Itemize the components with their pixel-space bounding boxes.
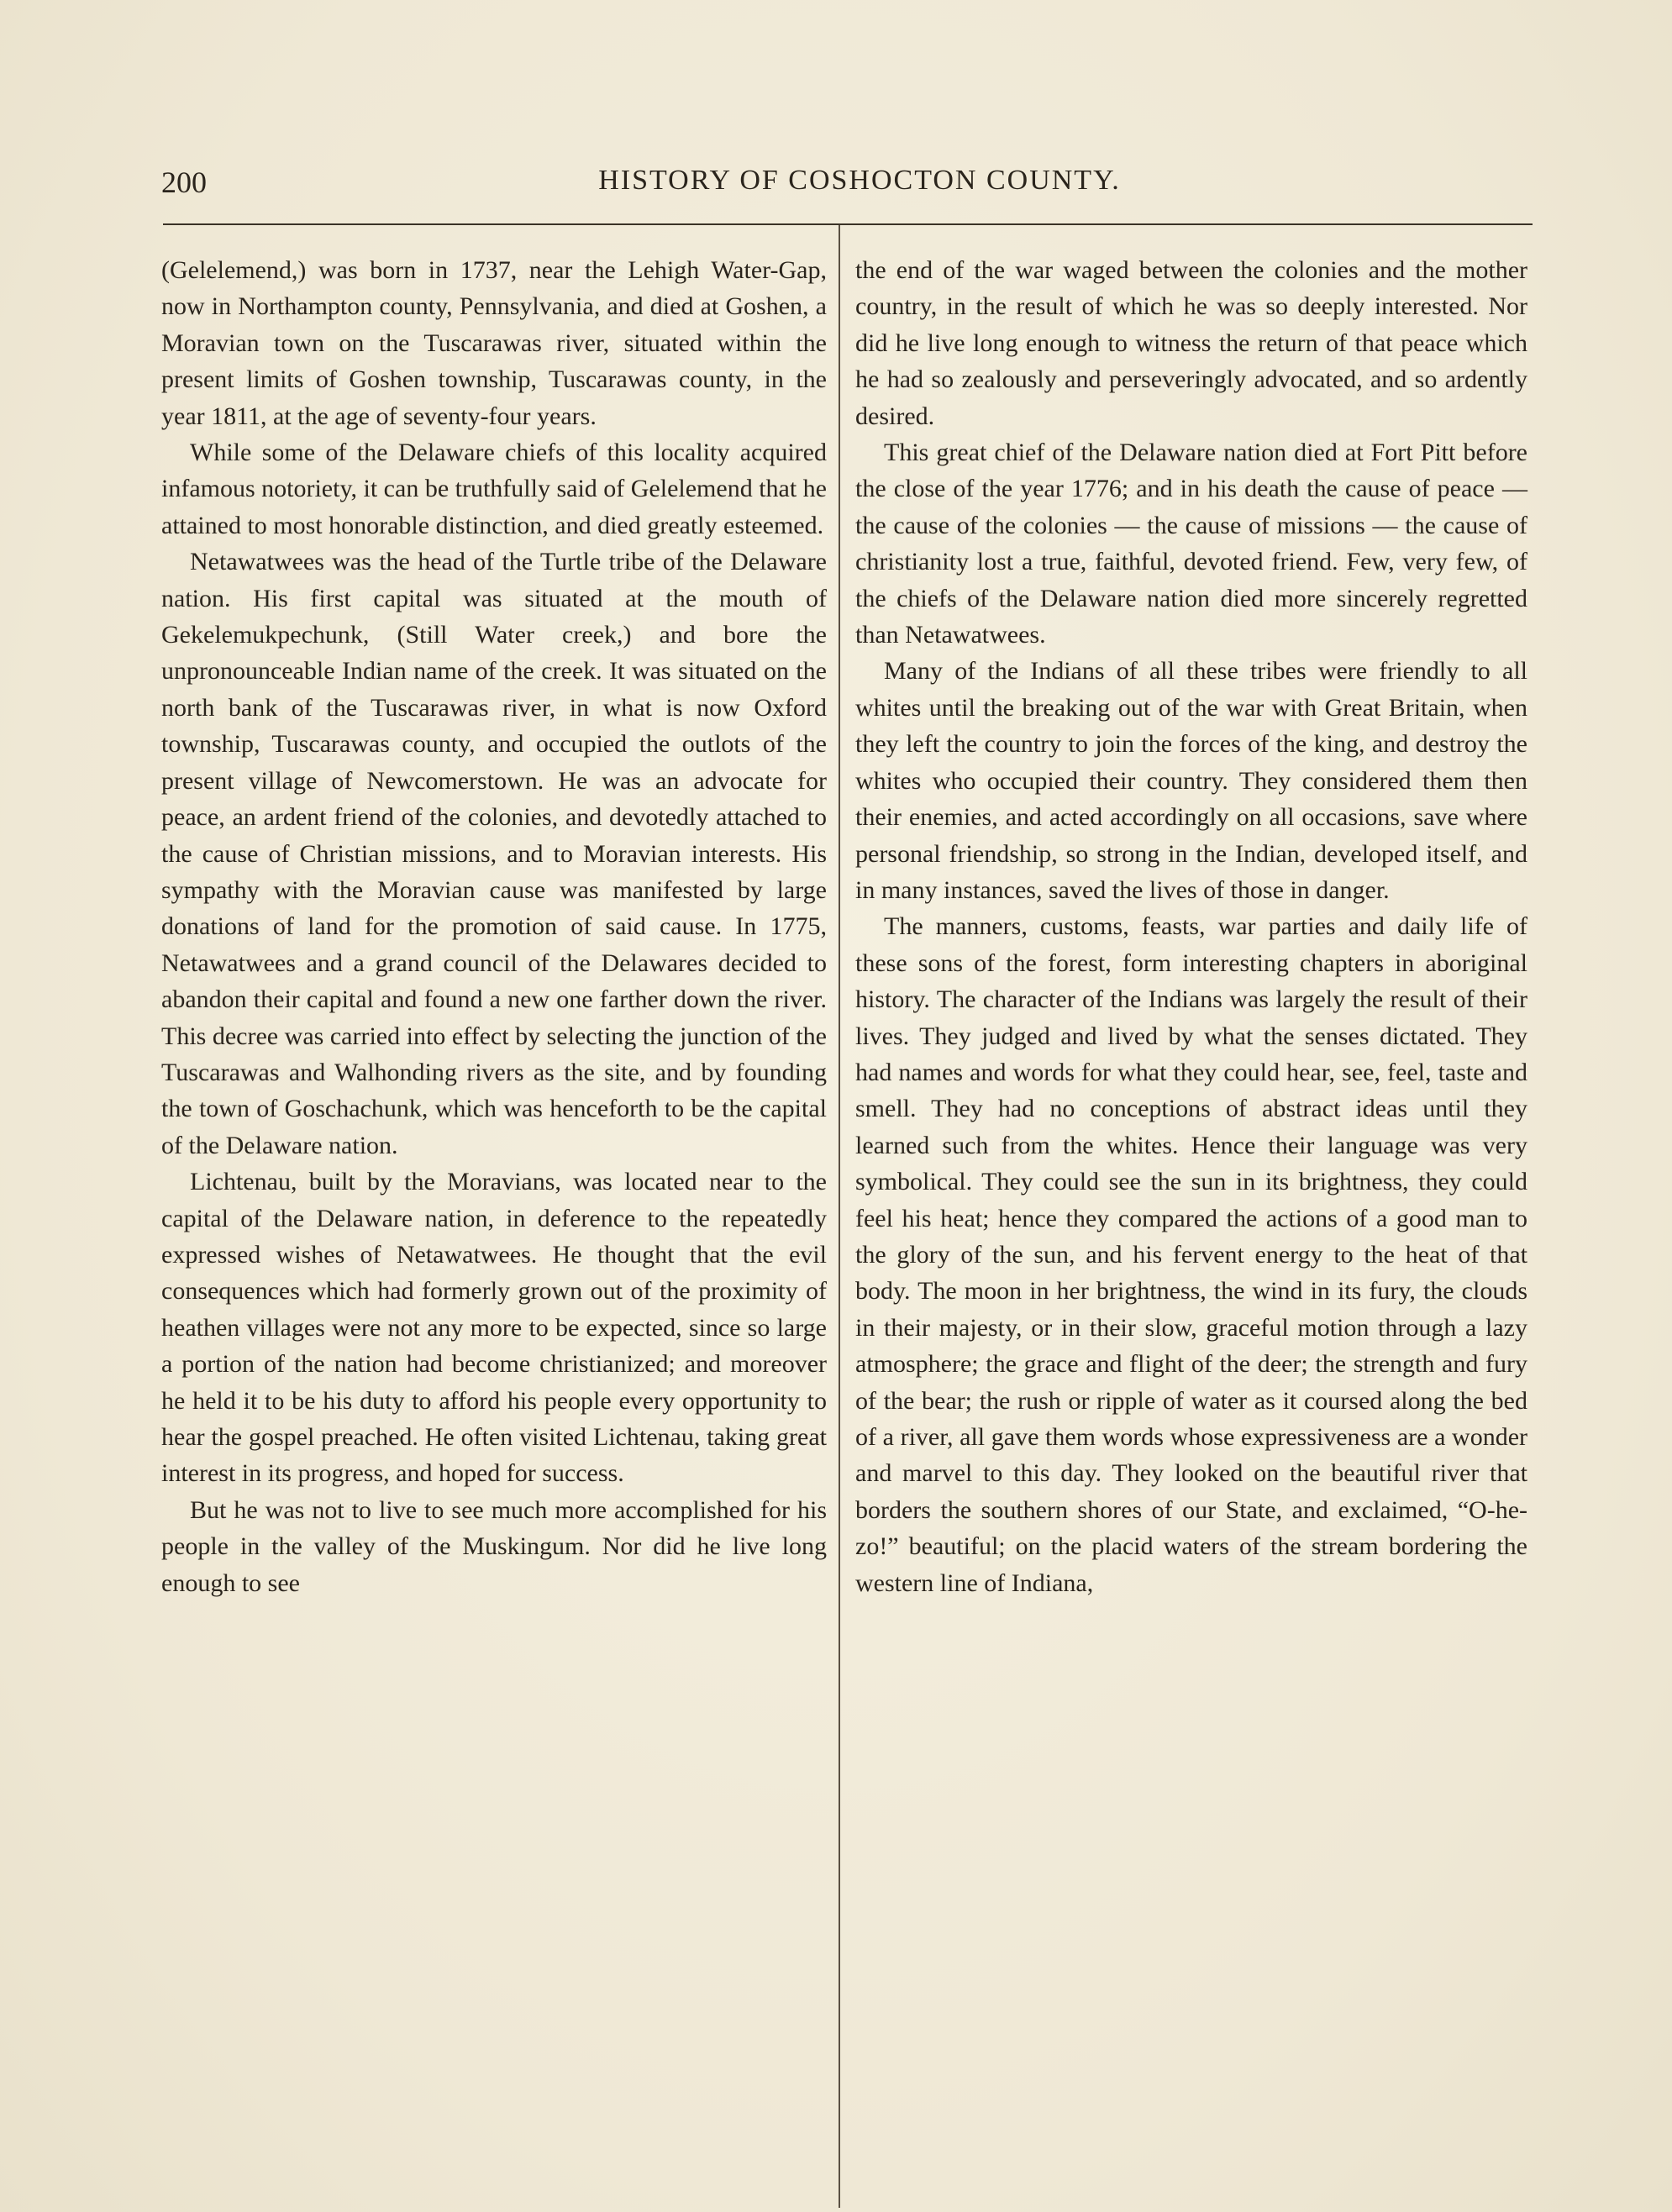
paragraph: the end of the war waged between the colonies and the mother country, in the result of which he was so deeply interested. Nor did he live long enough to witness the return of that peace which he had so zealously and perseveringly advocated, and so ardently desired. <box>855 256 1527 430</box>
paragraph: This great chief of the Delaware nation died at Fort Pitt before the close of the year 1776; and in his death the cause of peace — the cause of the colonies — the cause of missions — the cause of christianity lost a true, faithful, devoted friend. Few, very few, of the chiefs of the Delaware nation died more sincerely regretted than Netawatwees. <box>855 439 1527 649</box>
right-column <box>855 252 1527 1601</box>
running-title: HISTORY OF COSHOCTON COUNTY. <box>598 165 1121 196</box>
left-column <box>161 252 827 1601</box>
paragraph: Many of the Indians of all these tribes were friendly to all whites until the breaking out of the war with Great Britain, when they left the country to join the forces of the king, and destroy the whites who occupied their country. They considered them then their enemies, and acted accordingly on all occasions, save where personal friendship, so strong in the Indian, developed itself, and in many instances, saved the lives of those in danger. <box>855 657 1527 904</box>
running-header <box>161 165 1533 207</box>
paragraph: (Gelelemend,) was born in 1737, near the Lehigh Water-Gap, now in Northampton county, Pennsylvania, and died at Goshen, a Moravian town on the Tuscarawas river, situated within the present limits of Goshen township, Tuscarawas county, in the year 1811, at the age of seventy-four years. <box>161 256 827 430</box>
paragraph: While some of the Delaware chiefs of this locality acquired infamous notoriety, it can be truthfully said of Gelelemend that he attained to most honorable distinction, and died greatly esteemed. <box>161 439 827 539</box>
page-number: 200 <box>161 166 207 199</box>
column-divider <box>839 225 840 2208</box>
paragraph: Lichtenau, built by the Moravians, was located near to the capital of the Delaware nation, in deference to the repeatedly expressed wishes of Netawatwees. He thought that the evil consequences which had formerly grown out of the proximity of heathen villages were not any more to be expected, since so large a portion of the nation had become christianized; and moreover he held it to be his duty to afford his people every opportunity to hear the gospel preached. He often visited Lichtenau, taking great interest in its progress, and hoped for success. <box>161 1168 827 1488</box>
paragraph: But he was not to live to see much more accomplished for his people in the valley of the Muskingum. Nor did he live long enough to see <box>161 1495 827 1597</box>
paragraph: The manners, customs, feasts, war parties and daily life of these sons of the forest, form interesting chapters in aboriginal history. The character of the Indians was largely the result of their lives. They judged and lived by what the senses dictated. They had names and words for what they could hear, see, feel, taste and smell. They had no conceptions of abstract ideas until they learned such from the whites. Hence their language was very symbolical. They could see the sun in its brightness, they could feel his heat; hence they compared the actions of a good man to the glory of the sun, and his fervent energy to the heat of that body. The moon in her brightness, the wind in its fury, the clouds in their majesty, or in their slow, graceful motion through a lazy atmosphere; the grace and flight of the deer; the strength and fury of the bear; the rush or ripple of water as it coursed along the bed of a river, all gave them words whose expressiveness are a wonder and marvel to this day. They looked on the beautiful river that borders the southern shores of our State, and exclaimed, “O-he-zo!” beautiful; on the placid waters of the stream bordering the western line of Indiana, <box>855 912 1527 1597</box>
header-rule <box>163 223 1533 225</box>
paragraph: Netawatwees was the head of the Turtle tribe of the Delaware nation. His first capital was situated at the mouth of Gekelemukpechunk, (Still Water creek,) and bore the unpronounceable Indian name of the creek. It was situated on the north bank of the Tuscarawas river, in what is now Oxford township, Tuscarawas county, and occupied the outlots of the present village of Newcomerstown. He was an advocate for peace, an ardent friend of the colonies, and devotedly attached to the cause of Christian missions, and to Moravian interests. His sympathy with the Moravian cause was manifested by large donations of land for the promotion of said cause. In 1775, Netawatwees and a grand council of the Delawares decided to abandon their capital and found a new one farther down the river. This decree was carried into effect by selecting the junction of the Tuscarawas and Walhonding rivers as the site, and by founding the town of Goschachunk, which was henceforth to be the capital of the Delaware nation. <box>161 548 827 1159</box>
